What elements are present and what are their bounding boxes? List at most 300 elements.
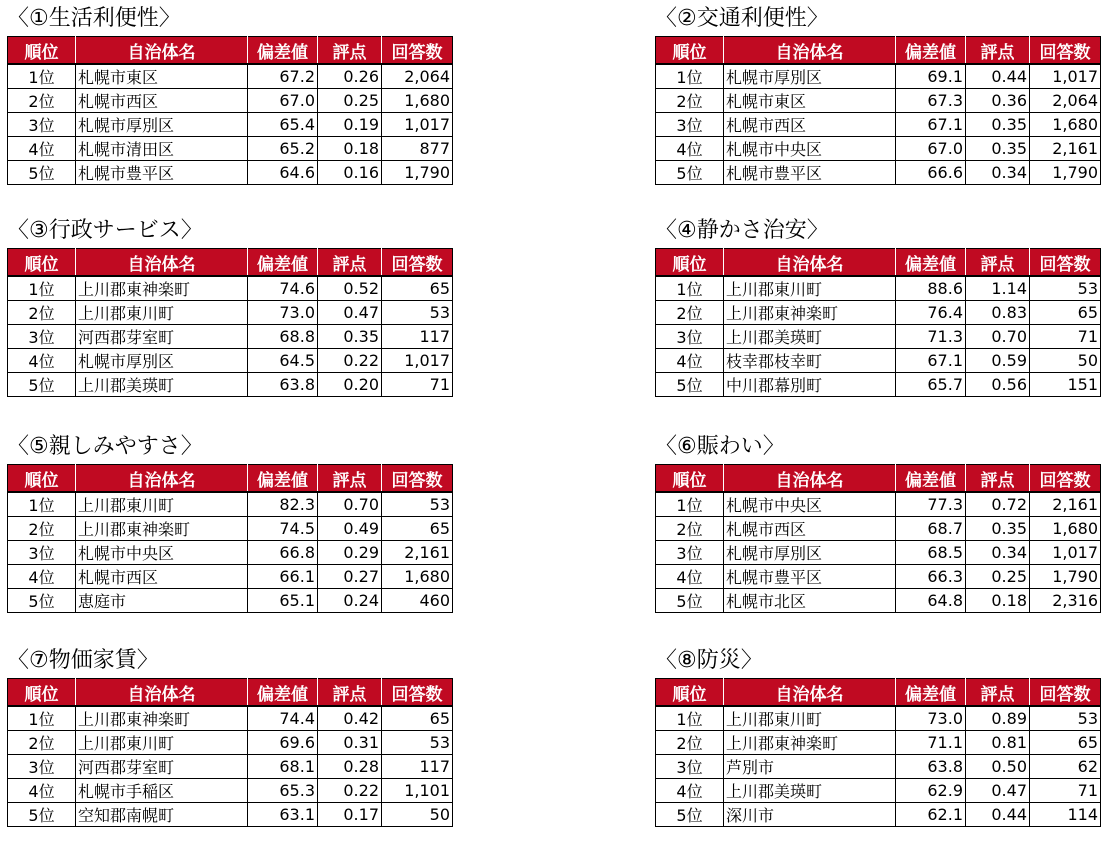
deviation-value-cell: 63.8 (248, 373, 318, 397)
table-row (8, 755, 453, 779)
table-row (656, 373, 1101, 397)
municipality-cell: 札幌市厚別区 (724, 64, 896, 89)
deviation-value-cell: 64.5 (248, 349, 318, 373)
table-row (8, 541, 453, 565)
header-row (656, 679, 1101, 707)
municipality-header: 自治体名 (724, 679, 896, 707)
deviation-value-cell: 63.8 (896, 755, 966, 779)
response-count-cell: 53 (1030, 276, 1101, 301)
table-row (656, 779, 1101, 803)
deviation-value-cell: 68.8 (248, 325, 318, 349)
deviation-value-cell: 74.5 (248, 517, 318, 541)
table-row (656, 113, 1101, 137)
municipality-cell: 札幌市手稲区 (76, 779, 248, 803)
table-row (8, 565, 453, 589)
ranking-section-7 (7, 648, 452, 827)
rank-cell: 4位 (8, 349, 76, 373)
score-cell: 0.89 (966, 706, 1030, 731)
rank-cell: 5位 (8, 589, 76, 613)
response-count-cell: 1,017 (382, 349, 453, 373)
response-count-cell: 65 (1030, 301, 1101, 325)
response-count-cell: 1,017 (1030, 64, 1101, 89)
score-cell: 0.34 (966, 541, 1030, 565)
ranking-section-1 (7, 6, 452, 185)
rank-cell: 5位 (8, 803, 76, 827)
response-count-cell: 2,064 (1030, 89, 1101, 113)
score-cell: 0.52 (318, 276, 382, 301)
ranking-table (655, 36, 1101, 185)
municipality-cell: 札幌市厚別区 (76, 349, 248, 373)
municipality-cell: 上川郡美瑛町 (724, 779, 896, 803)
table-row (656, 64, 1101, 89)
score-cell: 0.34 (966, 161, 1030, 185)
deviation-value-cell: 69.6 (248, 731, 318, 755)
rank-cell: 3位 (656, 113, 724, 137)
municipality-cell: 上川郡美瑛町 (76, 373, 248, 397)
municipality-header: 自治体名 (76, 465, 248, 493)
deviation-value-cell: 68.5 (896, 541, 966, 565)
response-count-cell: 1,101 (382, 779, 453, 803)
ranking-section-4 (655, 218, 1100, 397)
header-row (8, 679, 453, 707)
deviation-value-cell: 71.3 (896, 325, 966, 349)
municipality-cell: 札幌市西区 (724, 517, 896, 541)
score-header: 評点 (966, 249, 1030, 277)
municipality-header: 自治体名 (76, 37, 248, 65)
response-count-cell: 877 (382, 137, 453, 161)
municipality-cell: 上川郡東神楽町 (76, 706, 248, 731)
municipality-cell: 札幌市東区 (724, 89, 896, 113)
rank-header: 順位 (656, 679, 724, 707)
deviation-value-header: 偏差値 (896, 679, 966, 707)
response-count-cell: 53 (1030, 706, 1101, 731)
score-header: 評点 (966, 679, 1030, 707)
deviation-value-cell: 63.1 (248, 803, 318, 827)
ranking-table (7, 678, 453, 827)
section-title: 〈⑤親しみやすさ〉 (7, 434, 203, 459)
municipality-cell: 枝幸郡枝幸町 (724, 349, 896, 373)
ranking-table (7, 464, 453, 613)
deviation-value-cell: 68.7 (896, 517, 966, 541)
response-count-header: 回答数 (382, 679, 453, 707)
response-count-cell: 53 (382, 731, 453, 755)
table-row (656, 161, 1101, 185)
municipality-cell: 札幌市厚別区 (724, 541, 896, 565)
rank-cell: 5位 (8, 161, 76, 185)
score-cell: 0.27 (318, 565, 382, 589)
municipality-cell: 芦別市 (724, 755, 896, 779)
rank-cell: 2位 (656, 731, 724, 755)
municipality-header: 自治体名 (76, 249, 248, 277)
deviation-value-cell: 62.9 (896, 779, 966, 803)
table-row (8, 325, 453, 349)
deviation-value-cell: 64.8 (896, 589, 966, 613)
deviation-value-cell: 66.8 (248, 541, 318, 565)
table-row (656, 325, 1101, 349)
municipality-cell: 札幌市清田区 (76, 137, 248, 161)
response-count-header: 回答数 (382, 465, 453, 493)
deviation-value-cell: 65.1 (248, 589, 318, 613)
rank-header: 順位 (656, 37, 724, 65)
municipality-cell: 札幌市中央区 (724, 492, 896, 517)
ranking-table (7, 248, 453, 397)
rank-cell: 1位 (656, 706, 724, 731)
municipality-cell: 札幌市豊平区 (724, 161, 896, 185)
score-cell: 0.59 (966, 349, 1030, 373)
score-cell: 0.47 (318, 301, 382, 325)
header-row (656, 465, 1101, 493)
table-row (8, 137, 453, 161)
deviation-value-header: 偏差値 (896, 249, 966, 277)
municipality-cell: 上川郡美瑛町 (724, 325, 896, 349)
response-count-cell: 71 (1030, 779, 1101, 803)
deviation-value-header: 偏差値 (248, 679, 318, 707)
municipality-cell: 札幌市西区 (76, 565, 248, 589)
response-count-cell: 460 (382, 589, 453, 613)
municipality-cell: 札幌市中央区 (76, 541, 248, 565)
score-cell: 0.72 (966, 492, 1030, 517)
score-cell: 0.18 (318, 137, 382, 161)
ranking-table (655, 678, 1101, 827)
ranking-section-8 (655, 648, 1100, 827)
rank-cell: 1位 (656, 492, 724, 517)
deviation-value-cell: 77.3 (896, 492, 966, 517)
rank-cell: 2位 (656, 301, 724, 325)
deviation-value-cell: 66.6 (896, 161, 966, 185)
score-cell: 0.31 (318, 731, 382, 755)
deviation-value-header: 偏差値 (248, 37, 318, 65)
rank-cell: 1位 (656, 276, 724, 301)
response-count-cell: 2,161 (1030, 492, 1101, 517)
municipality-cell: 札幌市厚別区 (76, 113, 248, 137)
section-title: 〈④静かさ治安〉 (655, 218, 829, 243)
rank-cell: 2位 (656, 517, 724, 541)
score-cell: 0.56 (966, 373, 1030, 397)
deviation-value-cell: 69.1 (896, 64, 966, 89)
deviation-value-cell: 65.2 (248, 137, 318, 161)
response-count-cell: 65 (382, 276, 453, 301)
table-row (8, 89, 453, 113)
response-count-cell: 2,161 (382, 541, 453, 565)
rank-cell: 3位 (8, 755, 76, 779)
municipality-cell: 上川郡東神楽町 (724, 731, 896, 755)
rank-cell: 3位 (656, 541, 724, 565)
ranking-section-3 (7, 218, 452, 397)
rank-cell: 4位 (8, 565, 76, 589)
table-row (656, 541, 1101, 565)
score-cell: 0.22 (318, 349, 382, 373)
deviation-value-header: 偏差値 (248, 465, 318, 493)
municipality-cell: 恵庭市 (76, 589, 248, 613)
score-cell: 0.26 (318, 64, 382, 89)
deviation-value-cell: 67.0 (896, 137, 966, 161)
rank-cell: 4位 (656, 137, 724, 161)
score-header: 評点 (966, 465, 1030, 493)
table-row (656, 349, 1101, 373)
header-row (656, 249, 1101, 277)
table-row (656, 276, 1101, 301)
ranking-section-2 (655, 6, 1100, 185)
score-cell: 0.44 (966, 64, 1030, 89)
deviation-value-header: 偏差値 (896, 465, 966, 493)
rank-header: 順位 (8, 465, 76, 493)
municipality-cell: 上川郡東川町 (724, 706, 896, 731)
table-row (656, 565, 1101, 589)
rank-header: 順位 (8, 37, 76, 65)
municipality-cell: 上川郡東神楽町 (724, 301, 896, 325)
response-count-cell: 62 (1030, 755, 1101, 779)
deviation-value-cell: 67.2 (248, 64, 318, 89)
rank-cell: 4位 (8, 137, 76, 161)
response-count-cell: 50 (382, 803, 453, 827)
score-cell: 0.24 (318, 589, 382, 613)
rank-cell: 1位 (8, 276, 76, 301)
header-row (8, 249, 453, 277)
score-cell: 0.25 (966, 565, 1030, 589)
deviation-value-cell: 66.3 (896, 565, 966, 589)
score-cell: 0.20 (318, 373, 382, 397)
table-row (8, 779, 453, 803)
score-cell: 0.25 (318, 89, 382, 113)
rank-cell: 5位 (8, 373, 76, 397)
rank-cell: 1位 (8, 64, 76, 89)
rank-cell: 4位 (656, 565, 724, 589)
rank-cell: 2位 (8, 731, 76, 755)
response-count-cell: 50 (1030, 349, 1101, 373)
municipality-cell: 札幌市中央区 (724, 137, 896, 161)
table-row (656, 803, 1101, 827)
table-row (8, 161, 453, 185)
table-row (8, 731, 453, 755)
table-row (656, 492, 1101, 517)
score-cell: 0.70 (966, 325, 1030, 349)
score-header: 評点 (318, 465, 382, 493)
rank-cell: 5位 (656, 589, 724, 613)
rank-header: 順位 (8, 249, 76, 277)
deviation-value-cell: 73.0 (248, 301, 318, 325)
score-cell: 1.14 (966, 276, 1030, 301)
section-title: 〈⑧防災〉 (655, 648, 763, 673)
municipality-cell: 札幌市北区 (724, 589, 896, 613)
municipality-header: 自治体名 (724, 249, 896, 277)
header-row (8, 37, 453, 65)
score-cell: 0.35 (966, 113, 1030, 137)
score-cell: 0.35 (966, 137, 1030, 161)
municipality-cell: 札幌市豊平区 (724, 565, 896, 589)
municipality-cell: 札幌市東区 (76, 64, 248, 89)
response-count-header: 回答数 (1030, 37, 1101, 65)
table-row (656, 755, 1101, 779)
rank-cell: 2位 (8, 89, 76, 113)
table-row (656, 589, 1101, 613)
table-row (8, 706, 453, 731)
deviation-value-cell: 67.3 (896, 89, 966, 113)
deviation-value-cell: 66.1 (248, 565, 318, 589)
table-row (656, 137, 1101, 161)
municipality-cell: 上川郡東川町 (76, 492, 248, 517)
deviation-value-cell: 67.0 (248, 89, 318, 113)
response-count-cell: 2,064 (382, 64, 453, 89)
table-row (8, 64, 453, 89)
municipality-cell: 札幌市豊平区 (76, 161, 248, 185)
ranking-table (655, 248, 1101, 397)
score-cell: 0.16 (318, 161, 382, 185)
deviation-value-cell: 62.1 (896, 803, 966, 827)
ranking-section-6 (655, 434, 1100, 613)
municipality-header: 自治体名 (76, 679, 248, 707)
rank-cell: 4位 (656, 779, 724, 803)
rank-cell: 5位 (656, 803, 724, 827)
score-cell: 0.35 (318, 325, 382, 349)
rank-cell: 3位 (656, 755, 724, 779)
table-row (656, 706, 1101, 731)
deviation-value-cell: 68.1 (248, 755, 318, 779)
ranking-table (655, 464, 1101, 613)
response-count-cell: 117 (382, 325, 453, 349)
deviation-value-cell: 88.6 (896, 276, 966, 301)
deviation-value-cell: 82.3 (248, 492, 318, 517)
score-cell: 0.42 (318, 706, 382, 731)
response-count-cell: 2,161 (1030, 137, 1101, 161)
rank-cell: 2位 (656, 89, 724, 113)
municipality-cell: 札幌市西区 (76, 89, 248, 113)
response-count-cell: 1,790 (382, 161, 453, 185)
rank-cell: 1位 (8, 492, 76, 517)
rank-cell: 2位 (8, 517, 76, 541)
table-row (8, 492, 453, 517)
response-count-cell: 114 (1030, 803, 1101, 827)
ranking-table (7, 36, 453, 185)
deviation-value-cell: 76.4 (896, 301, 966, 325)
table-row (656, 517, 1101, 541)
score-cell: 0.29 (318, 541, 382, 565)
deviation-value-cell: 64.6 (248, 161, 318, 185)
municipality-cell: 上川郡東川町 (76, 731, 248, 755)
municipality-header: 自治体名 (724, 465, 896, 493)
rank-cell: 5位 (656, 373, 724, 397)
section-title: 〈⑥賑わい〉 (655, 434, 785, 459)
response-count-cell: 53 (382, 301, 453, 325)
table-row (8, 113, 453, 137)
score-cell: 0.50 (966, 755, 1030, 779)
municipality-cell: 河西郡芽室町 (76, 325, 248, 349)
rank-header: 順位 (656, 249, 724, 277)
table-row (656, 301, 1101, 325)
municipality-cell: 空知郡南幌町 (76, 803, 248, 827)
rank-cell: 3位 (8, 113, 76, 137)
response-count-header: 回答数 (1030, 679, 1101, 707)
response-count-cell: 117 (382, 755, 453, 779)
response-count-cell: 1,680 (382, 565, 453, 589)
response-count-cell: 2,316 (1030, 589, 1101, 613)
response-count-cell: 1,790 (1030, 565, 1101, 589)
table-row (8, 373, 453, 397)
deviation-value-header: 偏差値 (248, 249, 318, 277)
deviation-value-cell: 74.6 (248, 276, 318, 301)
deviation-value-cell: 65.3 (248, 779, 318, 803)
score-cell: 0.18 (966, 589, 1030, 613)
table-row (8, 803, 453, 827)
ranking-section-5 (7, 434, 452, 613)
rank-cell: 5位 (656, 161, 724, 185)
deviation-value-cell: 73.0 (896, 706, 966, 731)
rank-cell: 3位 (656, 325, 724, 349)
response-count-cell: 1,680 (1030, 517, 1101, 541)
score-cell: 0.44 (966, 803, 1030, 827)
response-count-cell: 65 (1030, 731, 1101, 755)
header-row (656, 37, 1101, 65)
section-title: 〈②交通利便性〉 (655, 6, 829, 31)
deviation-value-header: 偏差値 (896, 37, 966, 65)
score-cell: 0.19 (318, 113, 382, 137)
response-count-cell: 65 (382, 706, 453, 731)
response-count-header: 回答数 (1030, 249, 1101, 277)
rank-cell: 3位 (8, 325, 76, 349)
response-count-cell: 1,017 (1030, 541, 1101, 565)
table-row (8, 589, 453, 613)
response-count-header: 回答数 (1030, 465, 1101, 493)
rank-header: 順位 (656, 465, 724, 493)
score-cell: 0.17 (318, 803, 382, 827)
deviation-value-cell: 67.1 (896, 349, 966, 373)
score-header: 評点 (318, 249, 382, 277)
score-header: 評点 (318, 37, 382, 65)
response-count-cell: 1,680 (1030, 113, 1101, 137)
section-title: 〈①生活利便性〉 (7, 6, 181, 31)
municipality-cell: 上川郡東川町 (76, 301, 248, 325)
score-cell: 0.49 (318, 517, 382, 541)
section-title: 〈③行政サービス〉 (7, 218, 203, 243)
section-title: 〈⑦物価家賃〉 (7, 648, 159, 673)
municipality-cell: 札幌市西区 (724, 113, 896, 137)
response-count-cell: 1,680 (382, 89, 453, 113)
municipality-cell: 河西郡芽室町 (76, 755, 248, 779)
score-header: 評点 (318, 679, 382, 707)
score-cell: 0.22 (318, 779, 382, 803)
table-row (8, 517, 453, 541)
response-count-cell: 65 (382, 517, 453, 541)
response-count-cell: 1,017 (382, 113, 453, 137)
rank-cell: 4位 (656, 349, 724, 373)
rank-cell: 2位 (8, 301, 76, 325)
table-row (8, 301, 453, 325)
deviation-value-cell: 65.7 (896, 373, 966, 397)
response-count-cell: 151 (1030, 373, 1101, 397)
score-cell: 0.70 (318, 492, 382, 517)
deviation-value-cell: 67.1 (896, 113, 966, 137)
score-cell: 0.28 (318, 755, 382, 779)
score-cell: 0.36 (966, 89, 1030, 113)
municipality-header: 自治体名 (724, 37, 896, 65)
score-cell: 0.35 (966, 517, 1030, 541)
deviation-value-cell: 74.4 (248, 706, 318, 731)
deviation-value-cell: 65.4 (248, 113, 318, 137)
table-row (656, 731, 1101, 755)
score-header: 評点 (966, 37, 1030, 65)
municipality-cell: 上川郡東川町 (724, 276, 896, 301)
response-count-cell: 71 (1030, 325, 1101, 349)
response-count-header: 回答数 (382, 249, 453, 277)
response-count-cell: 1,790 (1030, 161, 1101, 185)
score-cell: 0.83 (966, 301, 1030, 325)
municipality-cell: 上川郡東神楽町 (76, 276, 248, 301)
rank-cell: 3位 (8, 541, 76, 565)
table-row (8, 276, 453, 301)
deviation-value-cell: 71.1 (896, 731, 966, 755)
municipality-cell: 上川郡東神楽町 (76, 517, 248, 541)
response-count-cell: 53 (382, 492, 453, 517)
rank-cell: 4位 (8, 779, 76, 803)
